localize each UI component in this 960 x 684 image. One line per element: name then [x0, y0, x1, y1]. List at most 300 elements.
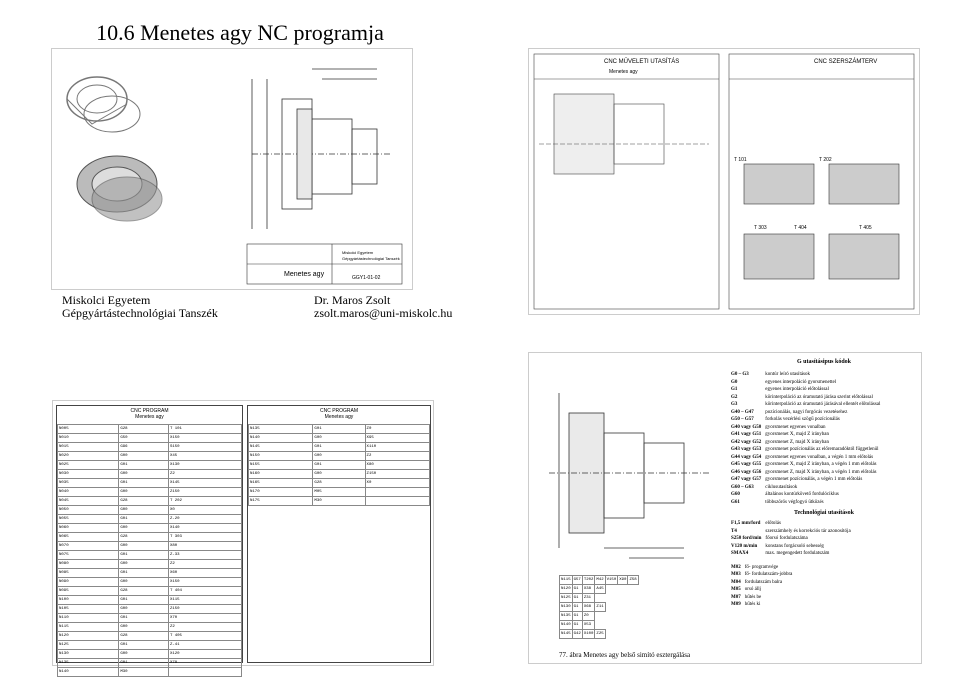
- program-row-cell: G00: [313, 470, 365, 479]
- tech-code-row-cell: V120 m/min: [731, 543, 758, 549]
- program-row-cell: G28: [119, 533, 169, 542]
- program-row: [58, 488, 242, 497]
- program-row-cell: Z150: [168, 605, 241, 614]
- program-row-cell: Z-33: [168, 551, 241, 560]
- g-code-row-cell: G44 vagy G54: [731, 454, 762, 460]
- program-row: [58, 443, 242, 452]
- program-row-cell: N065: [58, 533, 119, 542]
- program-row: [560, 630, 639, 639]
- g-code-row: [729, 499, 882, 507]
- program-row-cell: Z2: [365, 452, 429, 461]
- g-code-row-cell: G1: [731, 387, 738, 392]
- slide-title: 10.6 Menetes agy NC programja: [96, 20, 384, 45]
- g-code-row-cell: G41 vagy G51: [731, 432, 762, 437]
- program-row-cell: [168, 668, 241, 677]
- program-row-cell: N095: [58, 587, 119, 596]
- tech-code-row-cell: F1,5 mm/ford: [731, 521, 761, 526]
- program-row-cell: N085: [58, 569, 119, 578]
- g-code-row-cell: G47 vagy G57: [731, 477, 762, 482]
- misc-code-row-cell: M09: [731, 602, 741, 607]
- program-row-cell: N115: [560, 576, 573, 585]
- program-row: [249, 497, 430, 506]
- program-row-cell: G01: [119, 569, 169, 578]
- program-table-right: [248, 424, 430, 506]
- program-row-cell: N020: [58, 452, 119, 461]
- program-row-cell: G96: [119, 443, 169, 452]
- program-row-cell: G28: [119, 632, 169, 641]
- drawing-title: Menetes agy: [284, 271, 325, 278]
- g-code-row-cell: körinterpoláció az óramutató járásával ellentét előtolással: [765, 402, 881, 407]
- g-code-row: [729, 424, 882, 432]
- misc-code-row-cell: M02: [731, 564, 741, 570]
- program-row-cell: G1: [572, 594, 582, 603]
- program-row-cell: G01: [119, 461, 169, 470]
- program-row-cell: N015: [58, 443, 119, 452]
- g-code-row-cell: G45 vagy G55: [731, 462, 762, 467]
- g-code-row: [729, 454, 882, 462]
- g-code-row: [729, 394, 882, 402]
- program-row-cell: G00: [119, 623, 169, 632]
- g-code-row-cell: G46 vagy G56: [731, 469, 762, 475]
- g-code-row: [729, 386, 882, 394]
- misc-code-row-cell: M04: [731, 579, 741, 585]
- misc-code-row-cell: M05: [731, 587, 741, 592]
- program-row: [560, 621, 639, 630]
- program-row-cell: X38: [582, 585, 595, 594]
- program-row-cell: N145: [249, 443, 313, 452]
- g-code-row-cell: kontúr leíró utasítások: [765, 372, 810, 377]
- tool-label-4: T 404: [794, 225, 807, 231]
- program-row: [58, 578, 242, 587]
- program-row-cell: X0: [168, 506, 241, 515]
- program-row: [58, 632, 242, 641]
- program-row-cell: X140: [168, 524, 241, 533]
- program-header: CNC PROGRAM: [130, 408, 169, 414]
- program-row-cell: X70: [168, 614, 241, 623]
- g-code-row-cell: többszörös végfogyó ütközés: [765, 499, 824, 505]
- program-row: [58, 587, 242, 596]
- program-row-cell: S150: [168, 443, 241, 452]
- program-row-cell: X45: [168, 452, 241, 461]
- program-row-cell: N080: [58, 560, 119, 569]
- program-row: [58, 641, 242, 650]
- tech-code-row-cell: előtolás: [765, 521, 781, 526]
- program-row-cell: X100: [582, 630, 595, 639]
- tech-code-row-cell: S250 ford/min: [731, 536, 762, 541]
- program-row-cell: [365, 497, 429, 506]
- g-code-row-cell: G61: [731, 499, 740, 505]
- program-row-cell: N040: [58, 488, 119, 497]
- program-row-cell: Z31: [582, 594, 595, 603]
- program-row-cell: G01: [119, 551, 169, 560]
- program-row-cell: G01: [313, 461, 365, 470]
- program-row: [560, 603, 639, 612]
- program-row: [58, 506, 242, 515]
- tech-code-row: [729, 550, 853, 558]
- program-row-cell: N110: [58, 614, 119, 623]
- g-code-row-cell: G0: [731, 379, 738, 385]
- g-code-row-cell: gyorsmenet pozícionálás az előremaradóktól függetlenül: [765, 447, 879, 452]
- program-row-cell: X150: [168, 434, 241, 443]
- g-code-row-cell: G43 vagy G53: [731, 447, 762, 452]
- g-code-row: [729, 476, 882, 484]
- program-row-cell: N140: [58, 668, 119, 677]
- program-row-cell: G42: [572, 630, 582, 639]
- program-row-cell: N075: [58, 551, 119, 560]
- program-row-cell: V150: [605, 576, 618, 585]
- g-code-row: [729, 484, 882, 492]
- program-row: [58, 668, 242, 677]
- figure-caption: 77. ábra Menetes agy belső simító esztergálása: [559, 651, 691, 659]
- program-row-cell: G01: [313, 443, 365, 452]
- program-row-cell: Z58: [628, 576, 638, 585]
- program-row: [249, 461, 430, 470]
- g-code-row-cell: G2: [731, 394, 738, 400]
- program-row: [560, 594, 639, 603]
- tool-label-3: T 303: [754, 225, 767, 231]
- program-row-cell: N135: [249, 425, 313, 434]
- program-row-cell: X60: [168, 569, 241, 578]
- section-drawing: [252, 69, 392, 229]
- program-row: [58, 434, 242, 443]
- page-top-right-cnc-sheets: [528, 48, 920, 315]
- tool-label-5: T 405: [859, 225, 872, 231]
- program-row-cell: G28: [119, 497, 169, 506]
- program-row-cell: N145: [560, 630, 573, 639]
- program-row-cell: Z11: [595, 603, 605, 612]
- g-code-row-cell: egyenes interpoláció gyorsmenettel: [765, 379, 837, 385]
- misc-code-row: [729, 586, 794, 594]
- tech-code-row-cell: konstans forgácsoló sebesség: [765, 543, 824, 549]
- program-row: [58, 524, 242, 533]
- g-code-row-cell: pozícionálás, nagyi forgócás vezetésehez: [765, 409, 848, 415]
- program-row-cell: N165: [249, 479, 313, 488]
- g-code-row-cell: G60: [731, 492, 740, 497]
- tech-code-row: [729, 535, 853, 543]
- program-row-cell: X80: [168, 542, 241, 551]
- g-code-row-cell: gyorsmenet Z, majd X irányban, a végén 1 mm előtolás: [765, 469, 877, 475]
- tech-code-row-cell: T4: [731, 528, 737, 534]
- misc-code-row: [729, 571, 794, 579]
- program-row-cell: N135: [560, 612, 573, 621]
- program-row-cell: G01: [119, 596, 169, 605]
- g-code-row: [729, 461, 882, 469]
- program-row-cell: G00: [313, 434, 365, 443]
- tool-label-1: T 101: [734, 157, 747, 163]
- g-code-row-cell: G42 vagy G52: [731, 439, 762, 445]
- program-row-cell: G00: [119, 605, 169, 614]
- g-code-row-cell: gyorsmenet pozícionálás, a végén 1 mm előtolás: [765, 477, 863, 482]
- program-row-cell: M30: [313, 497, 365, 506]
- footer-department: Gépgyártástechnológiai Tanszék: [62, 306, 218, 320]
- program-row-cell: T 404: [168, 587, 241, 596]
- program-row: [560, 585, 639, 594]
- program-row-cell: G01: [119, 515, 169, 524]
- program-row-cell: N135: [58, 659, 119, 668]
- dept-name: Gépgyártástechnológiai Tanszék: [342, 256, 400, 261]
- program-row-cell: N025: [58, 461, 119, 470]
- misc-code-row-cell: hűtés be: [744, 594, 762, 600]
- program-row-cell: X95: [365, 434, 429, 443]
- program-row-cell: G01: [119, 479, 169, 488]
- sheet-header: CNC MŰVELETI UTASÍTÁS: [604, 59, 680, 65]
- program-row-cell: N130: [58, 650, 119, 659]
- program-row-cell: G00: [119, 578, 169, 587]
- g-code-row-cell: gyorsmenet egyenes vonalban, a végén 1 mm előtolás: [765, 454, 874, 460]
- program-row: [560, 576, 639, 585]
- program-row-cell: T 405: [168, 632, 241, 641]
- program-row-cell: G00: [119, 524, 169, 533]
- g-code-row: [729, 491, 882, 499]
- footer-right: [314, 294, 452, 320]
- tech-code-row-cell: szerszámhely és korrekciós tár azonosítója: [765, 528, 851, 534]
- program-table-left: [57, 424, 242, 677]
- misc-code-row-cell: fő- programvége: [744, 564, 779, 570]
- program-row-cell: Z150: [365, 470, 429, 479]
- program-row-cell: G00: [119, 470, 169, 479]
- misc-code-row: [729, 564, 794, 572]
- g-code-row: [729, 379, 882, 387]
- footer-university: Miskolci Egyetem: [62, 293, 151, 307]
- program-row: [58, 614, 242, 623]
- misc-code-row-cell: fő- fordulatszám-jobbra: [744, 572, 793, 577]
- program-row-cell: X0: [365, 479, 429, 488]
- nc-program-excerpt: [559, 575, 639, 639]
- g-code-row: [729, 439, 882, 447]
- program-row: [58, 596, 242, 605]
- program-row-cell: N060: [58, 524, 119, 533]
- program-row-cell: G00: [119, 542, 169, 551]
- misc-code-row: [729, 601, 794, 609]
- program-row-cell: N120: [58, 632, 119, 641]
- program-row-cell: G1: [572, 612, 582, 621]
- program-row-cell: N005: [58, 425, 119, 434]
- program-row-cell: G01: [119, 614, 169, 623]
- program-row-cell: N125: [58, 641, 119, 650]
- program-row: [249, 479, 430, 488]
- program-row-cell: G1: [572, 621, 582, 630]
- footer-author: Dr. Maros Zsolt: [314, 293, 391, 307]
- program-row: [58, 452, 242, 461]
- g-code-row-cell: egyenes interpoláció előtolással: [765, 387, 829, 392]
- g-code-row-cell: gyorsmenet Z, majd X irányban: [765, 439, 830, 445]
- program-row-cell: N120: [560, 585, 573, 594]
- program-part: Menetes agy: [135, 414, 164, 420]
- program-header-2: CNC PROGRAM: [319, 408, 359, 414]
- drawing-number: GGY1-01-02: [352, 275, 381, 281]
- program-row-cell: N155: [249, 461, 313, 470]
- program-row: [58, 461, 242, 470]
- g-code-row-cell: gyorsmenet X, majd Z irányban: [765, 432, 830, 437]
- program-row-cell: N070: [58, 542, 119, 551]
- program-row: [249, 452, 430, 461]
- tech-code-row-cell: főorsó fordulatszáma: [765, 536, 808, 541]
- misc-code-row-cell: M07: [731, 594, 741, 600]
- g-code-row-cell: G60 – G63: [731, 484, 754, 490]
- program-row: [249, 488, 430, 497]
- g-code-row: [729, 371, 882, 379]
- misc-code-row-cell: hűtés ki: [744, 602, 761, 607]
- program-row: [249, 425, 430, 434]
- tech-code-row: [729, 543, 853, 551]
- program-row-cell: N090: [58, 578, 119, 587]
- program-row-cell: G28: [119, 587, 169, 596]
- program-row: [249, 434, 430, 443]
- program-row-cell: Z2: [168, 560, 241, 569]
- program-row-cell: N010: [58, 434, 119, 443]
- program-row-cell: G1: [572, 603, 582, 612]
- program-row-cell: X68: [582, 603, 595, 612]
- tech-code-row-cell: SMAX4: [731, 551, 749, 556]
- g-code-row-cell: G0 – G3: [731, 372, 749, 377]
- footer-left: [62, 294, 218, 320]
- program-row: [560, 612, 639, 621]
- program-row: [58, 551, 242, 560]
- g-code-row-cell: körinterpoláció az óramutató járása szerint előtolással: [765, 394, 873, 400]
- program-row-cell: N160: [249, 470, 313, 479]
- program-row: [58, 560, 242, 569]
- misc-code-row: [729, 594, 794, 602]
- program-row-cell: G50: [119, 434, 169, 443]
- g-code-row: [729, 401, 882, 409]
- sheet-header-2: CNC SZERSZÁMTERV: [814, 59, 878, 65]
- program-row-cell: G01: [119, 659, 169, 668]
- program-row-cell: Z-41: [168, 641, 241, 650]
- g-code-row-cell: G50 – G57: [731, 417, 754, 422]
- program-row-cell: X80: [365, 461, 429, 470]
- program-row: [58, 623, 242, 632]
- program-row: [58, 542, 242, 551]
- g-code-row-cell: gyorsmenet egyenes vonalban: [765, 424, 826, 430]
- program-row-cell: T 202: [168, 497, 241, 506]
- g-code-reference: [729, 359, 919, 609]
- program-row: [249, 470, 430, 479]
- school-name: Miskolci Egyetem: [342, 250, 374, 255]
- program-row-cell: N150: [249, 452, 313, 461]
- program-row-cell: N100: [58, 596, 119, 605]
- program-row-cell: G00: [119, 650, 169, 659]
- tech-code-row-cell: max. megengedett fordulatszám: [765, 551, 830, 556]
- page-bottom-left-program: [52, 400, 434, 674]
- program-row: [58, 605, 242, 614]
- program-row-cell: Z2: [168, 623, 241, 632]
- program-row-cell: G01: [313, 425, 365, 434]
- sheet-part: Menetes agy: [609, 69, 638, 75]
- program-row: [58, 659, 242, 668]
- program-row-cell: M05: [313, 488, 365, 497]
- cross-section-drawing: [529, 373, 724, 573]
- program-row-cell: G00: [313, 452, 365, 461]
- program-row-cell: N030: [58, 470, 119, 479]
- program-row-cell: X110: [365, 443, 429, 452]
- technical-drawing: [52, 49, 412, 289]
- part-3d-render: [77, 156, 162, 221]
- program-row-cell: N140: [560, 621, 573, 630]
- program-row-cell: N045: [58, 497, 119, 506]
- program-row-cell: N170: [249, 488, 313, 497]
- footer-email: zsolt.maros@uni-miskolc.hu: [314, 306, 453, 320]
- tech-title: Technológiai utasítások: [794, 510, 854, 516]
- program-row-cell: X53: [582, 621, 595, 630]
- program-row-cell: N050: [58, 506, 119, 515]
- part-3d-image: [67, 77, 140, 132]
- program-row-cell: G00: [119, 506, 169, 515]
- program-row-cell: Z-20: [168, 515, 241, 524]
- program-row-cell: G00: [119, 488, 169, 497]
- g-code-row: [729, 416, 882, 424]
- program-row-cell: X150: [168, 578, 241, 587]
- program-row-cell: A45: [595, 585, 605, 594]
- program-row-cell: N055: [58, 515, 119, 524]
- program-row-cell: X120: [168, 650, 241, 659]
- g-code-title: G utasításipus kódok: [796, 359, 852, 365]
- misc-code-row-cell: orsó állj: [744, 587, 761, 592]
- g-code-row-cell: általános kontúrkövető fordulóciklus: [765, 492, 839, 497]
- misc-code-row-cell: fordulatszám balra: [744, 579, 783, 585]
- program-row-cell: T 101: [168, 425, 241, 434]
- program-row-cell: G57: [572, 576, 582, 585]
- program-row-cell: G28: [313, 479, 365, 488]
- g-code-row-cell: gyorsmenet X, majd Z irányban, a végén 1 mm előtolás: [765, 462, 877, 467]
- program-row: [58, 569, 242, 578]
- program-row: [58, 479, 242, 488]
- program-row-cell: Z0: [582, 612, 595, 621]
- program-row-cell: N175: [249, 497, 313, 506]
- program-row-cell: X145: [168, 479, 241, 488]
- program-row-cell: X130: [168, 461, 241, 470]
- cnc-sheets: [529, 49, 919, 314]
- program-row: [58, 533, 242, 542]
- program-row-cell: M30: [119, 668, 169, 677]
- misc-code-row: [729, 579, 794, 587]
- g-code-row-cell: G40 vagy G50: [731, 424, 762, 430]
- program-row-cell: X90: [618, 576, 628, 585]
- program-row-cell: N035: [58, 479, 119, 488]
- program-row: [249, 443, 430, 452]
- misc-code-row-cell: M03: [731, 572, 741, 577]
- program-row-cell: X115: [168, 596, 241, 605]
- tech-code-row: [729, 520, 853, 528]
- program-row-cell: M42: [595, 576, 605, 585]
- program-row-cell: N125: [560, 594, 573, 603]
- program-row-cell: N130: [560, 603, 573, 612]
- program-row-cell: T 303: [168, 533, 241, 542]
- g-code-row: [729, 469, 882, 477]
- program-row: [58, 497, 242, 506]
- program-row: [58, 515, 242, 524]
- program-row-cell: X78: [168, 659, 241, 668]
- program-row-cell: G00: [119, 560, 169, 569]
- program-row-cell: Z0: [365, 425, 429, 434]
- program-row-cell: Z2: [168, 470, 241, 479]
- program-row-cell: Z25: [595, 630, 605, 639]
- tool-label-2: T 202: [819, 157, 832, 163]
- page-bottom-right-textbook: [528, 352, 922, 664]
- page-top-left-drawing: [51, 48, 413, 290]
- program-row-cell: N105: [58, 605, 119, 614]
- program-row-cell: G00: [119, 452, 169, 461]
- program-row-cell: G01: [119, 641, 169, 650]
- program-row: [58, 425, 242, 434]
- g-code-row-cell: G3: [731, 402, 738, 407]
- g-code-row: [729, 409, 882, 417]
- program-row-cell: Z150: [168, 488, 241, 497]
- g-code-row-cell: G40 – G47: [731, 409, 754, 415]
- tech-code-row: [729, 528, 853, 536]
- program-row: [58, 470, 242, 479]
- g-code-row: [729, 431, 882, 439]
- program-row: [58, 650, 242, 659]
